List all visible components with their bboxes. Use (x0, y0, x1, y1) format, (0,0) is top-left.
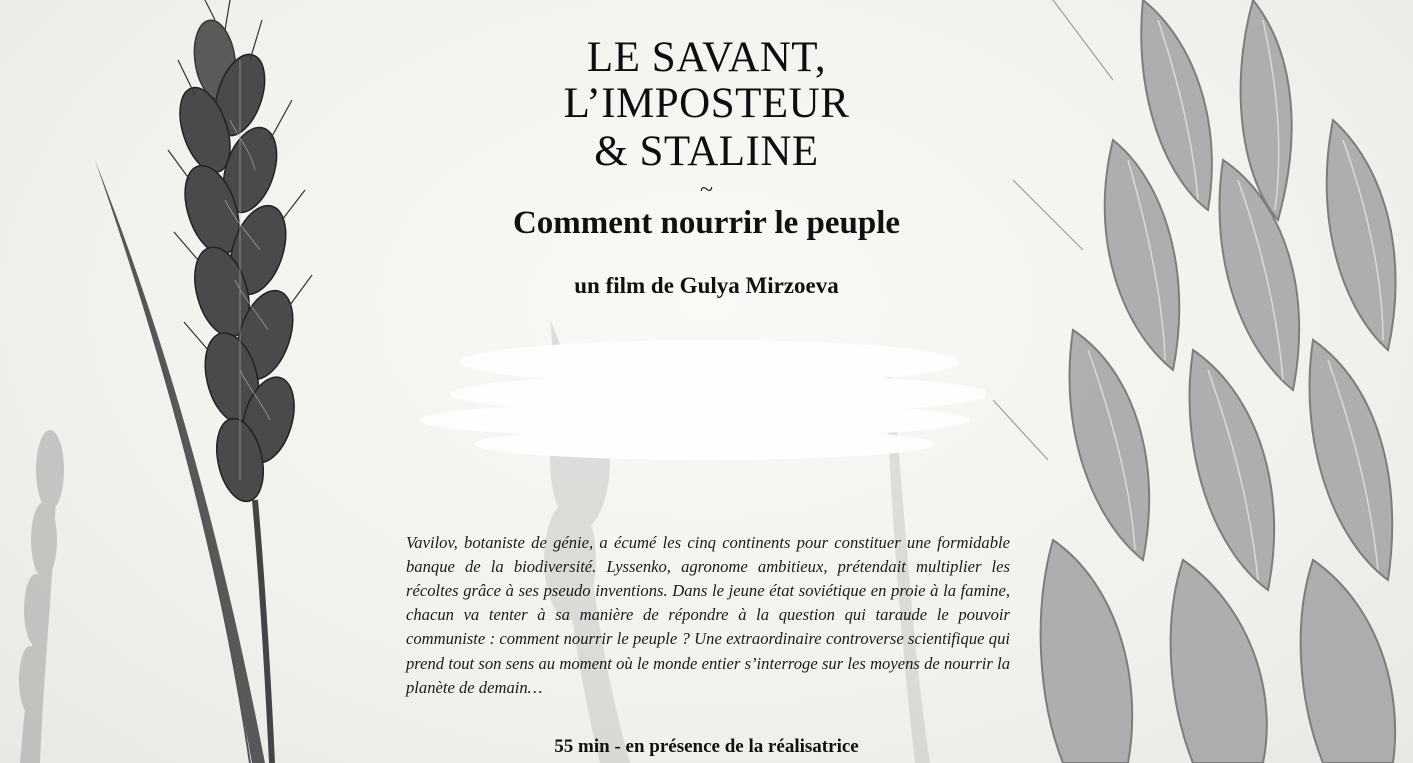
director-credit: un film de Gulya Mirzoeva (574, 273, 839, 298)
film-title-line-3: & STALINE (594, 128, 819, 175)
film-title-line-1: LE SAVANT, (586, 34, 827, 81)
film-title-line-2: L’IMPOSTEUR (563, 80, 850, 127)
film-subtitle: Comment nourrir le peuple (512, 205, 901, 241)
synopsis-paragraph: Vavilov, botaniste de génie, a écumé les cinq continents pour constituer une formidable banque de la biodiversité. Lyssenko, agronome ambitieux, prétendait multiplier les récoltes grâce à ses pseudo inventions. Dans le jeune état soviétique en proie à la famine, chacun va tenter à sa manière de répondre à la question qui taraude le pouvoir communiste : comment nourrir le peuple ? Une extraordinaire controverse scientifique qui prend tout son sens au moment où le monde entier s’interroge sur les moyens de nourrir la planète de demain… (406, 532, 1010, 697)
screening-info: 55 min - en présence de la réalisatrice (554, 736, 859, 757)
title-separator: ~ (700, 177, 713, 203)
